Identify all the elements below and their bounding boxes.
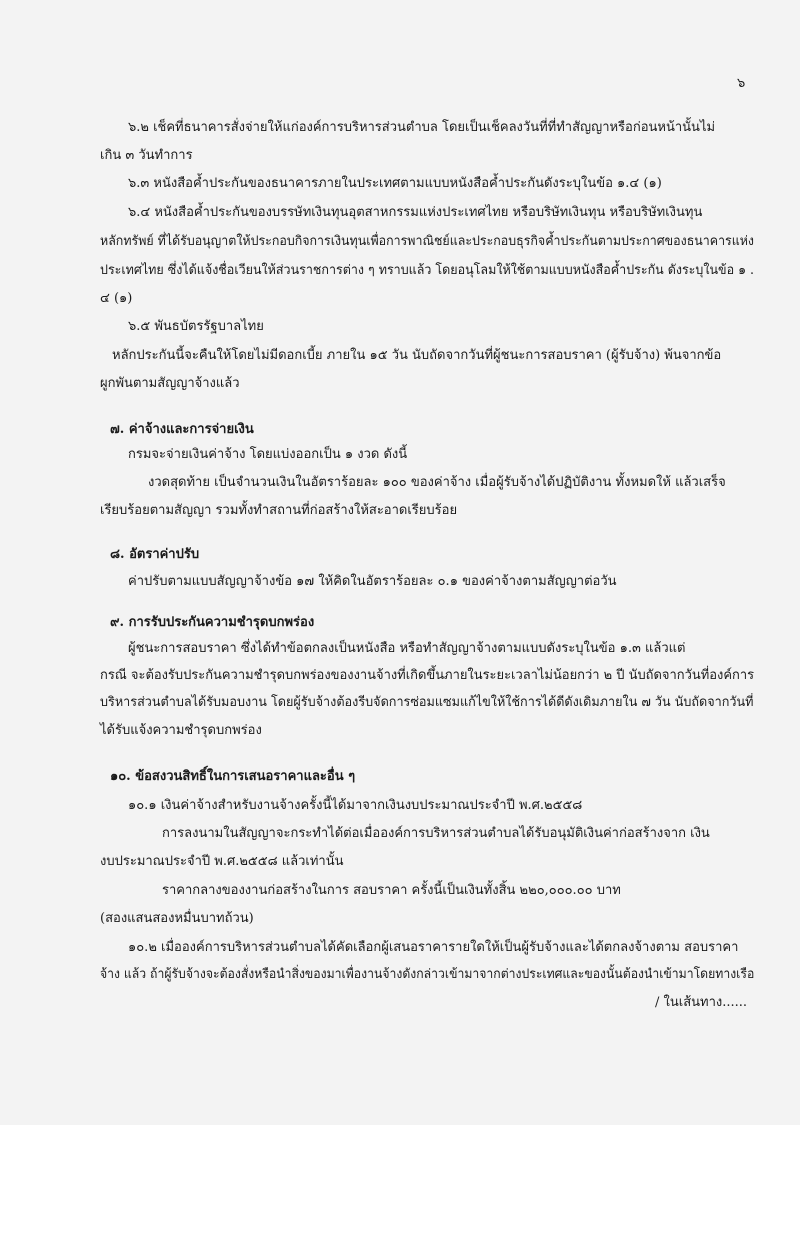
text-line: ๔ (๑) [100,291,133,306]
text-line: ๑๐.๒ เมื่อองค์การบริหารส่วนตำบลได้คัดเลือกผู้เสนอราคารายใดให้เป็นผู้รับจ้างและได้ตกลงจ้างตาม สอบราคา [128,940,739,955]
text-line: ๑๐.๑ เงินค่าจ้างสำหรับงานจ้างครั้งนี้ได้มาจากเงินงบประมาณประจำปี พ.ศ.๒๕๕๘ [128,798,583,813]
text-line: ๖.๕ พันธบัตรรัฐบาลไทย [128,319,264,334]
section-heading: ๗. ค่าจ้างและการจ่ายเงิน [110,422,254,437]
text-line: กรมจะจ่ายเงินค่าจ้าง โดยแบ่งออกเป็น ๑ งวด ดังนี้ [128,447,408,462]
text-line: กรณี จะต้องรับประกันความชำรุดบกพร่องของงานจ้างที่เกิดขึ้นภายในระยะเวลาไม่น้อยกว่า ๒ ปี นับถัดจากวันที่องค์การ [100,668,755,683]
text-line: จ้าง แล้ว ถ้าผู้รับจ้างจะต้องสั่งหรือนำสิ่งของมาเพื่องานจ้างดังกล่าวเข้ามาจากต่างประเทศและของนั้นต้องนำเข้ามาโดยทางเรือ [100,967,755,982]
text-line: งวดสุดท้าย เป็นจำนวนเงินในอัตราร้อยละ ๑๐๐ ของค่าจ้าง เมื่อผู้รับจ้างได้ปฏิบัติงาน ทั้งหมดให้ แล้วเสร็จ [148,475,726,490]
continuation-note: / ในเส้นทาง...... [655,995,748,1010]
text-line: ได้รับแจ้งความชำรุดบกพร่อง [100,723,262,738]
text-line: หลักประกันนี้จะคืนให้โดยไม่มีดอกเบี้ย ภายใน ๑๕ วัน นับถัดจากวันที่ผู้ชนะการสอบราคา (ผู้รับจ้าง) พ้นจากข้อ [112,348,722,363]
text-line: ๖.๔ หนังสือค้ำประกันของบรรษัทเงินทุนอุตสาหกรรมแห่งประเทศไทย หรือบริษัทเงินทุน หรือบริษัทเงินทุน [128,205,703,220]
text-line: ผู้ชนะการสอบราคา ซึ่งได้ทำข้อตกลงเป็นหนังสือ หรือทำสัญญาจ้างตามแบบดังระบุในข้อ ๑.๓ แล้วแต่ [128,641,686,656]
text-line: เรียบร้อยตามสัญญา รวมทั้งทำสถานที่ก่อสร้างให้สะอาดเรียบร้อย [100,503,458,518]
text-line: ๖.๓ หนังสือค้ำประกันของธนาคารภายในประเทศตามแบบหนังสือค้ำประกันดังระบุในข้อ ๑.๔ (๑) [128,176,662,191]
page-number: ๖ [737,76,746,91]
text-line: ค่าปรับตามแบบสัญญาจ้างข้อ ๑๗ ให้คิดในอัตราร้อยละ ๐.๑ ของค่าจ้างตามสัญญาต่อวัน [128,574,617,589]
text-line: ๖.๒ เช็คที่ธนาคารสั่งจ่ายให้แก่องค์การบริหารส่วนตำบล โดยเป็นเช็คลงวันที่ที่ทำสัญญาหรือก่อนหน้านั้นไม่ [128,120,716,135]
section-heading: ๘. อัตราค่าปรับ [110,547,200,562]
text-line: (สองแสนสองหมื่นบาทถ้วน) [100,911,254,926]
text-line: ผูกพันตามสัญญาจ้างแล้ว [100,376,240,391]
page-margin-bottom [0,1125,800,1257]
text-line: บริหารส่วนตำบลได้รับมอบงาน โดยผู้รับจ้างต้องรีบจัดการซ่อมแซมแก้ไขให้ใช้การได้ดีดังเดิมภายใน ๗ วัน นับถัดจากวันที่ [100,695,754,710]
text-line: หลักทรัพย์ ที่ได้รับอนุญาตให้ประกอบกิจการเงินทุนเพื่อการพาณิชย์และประกอบธุรกิจค้ำประกันตามประกาศของธนาคารแห่ง [100,234,754,249]
section-heading: ๑๐. ข้อสงวนสิทธิ์ในการเสนอราคาและอื่น ๆ [110,769,356,784]
text-line: ราคากลางของงานก่อสร้างในการ สอบราคา ครั้งนี้เป็นเงินทั้งสิ้น ๒๒๐,๐๐๐.๐๐ บาท [162,883,621,898]
text-line: งบประมาณประจำปี พ.ศ.๒๕๕๘ แล้วเท่านั้น [100,854,344,869]
text-line: เกิน ๓ วันทำการ [100,148,193,163]
text-line: ประเทศไทย ซึ่งได้แจ้งชื่อเวียนให้ส่วนราชการต่าง ๆ ทราบแล้ว โดยอนุโลมให้ใช้ตามแบบหนังสือค้ำประกัน ดังระบุในข้อ ๑ . [100,263,754,278]
text-line: การลงนามในสัญญาจะกระทำได้ต่อเมื่อองค์การบริหารส่วนตำบลได้รับอนุมัติเงินค่าก่อสร้างจาก เงิน [162,826,710,841]
section-heading: ๙. การรับประกันความชำรุดบกพร่อง [110,615,315,630]
